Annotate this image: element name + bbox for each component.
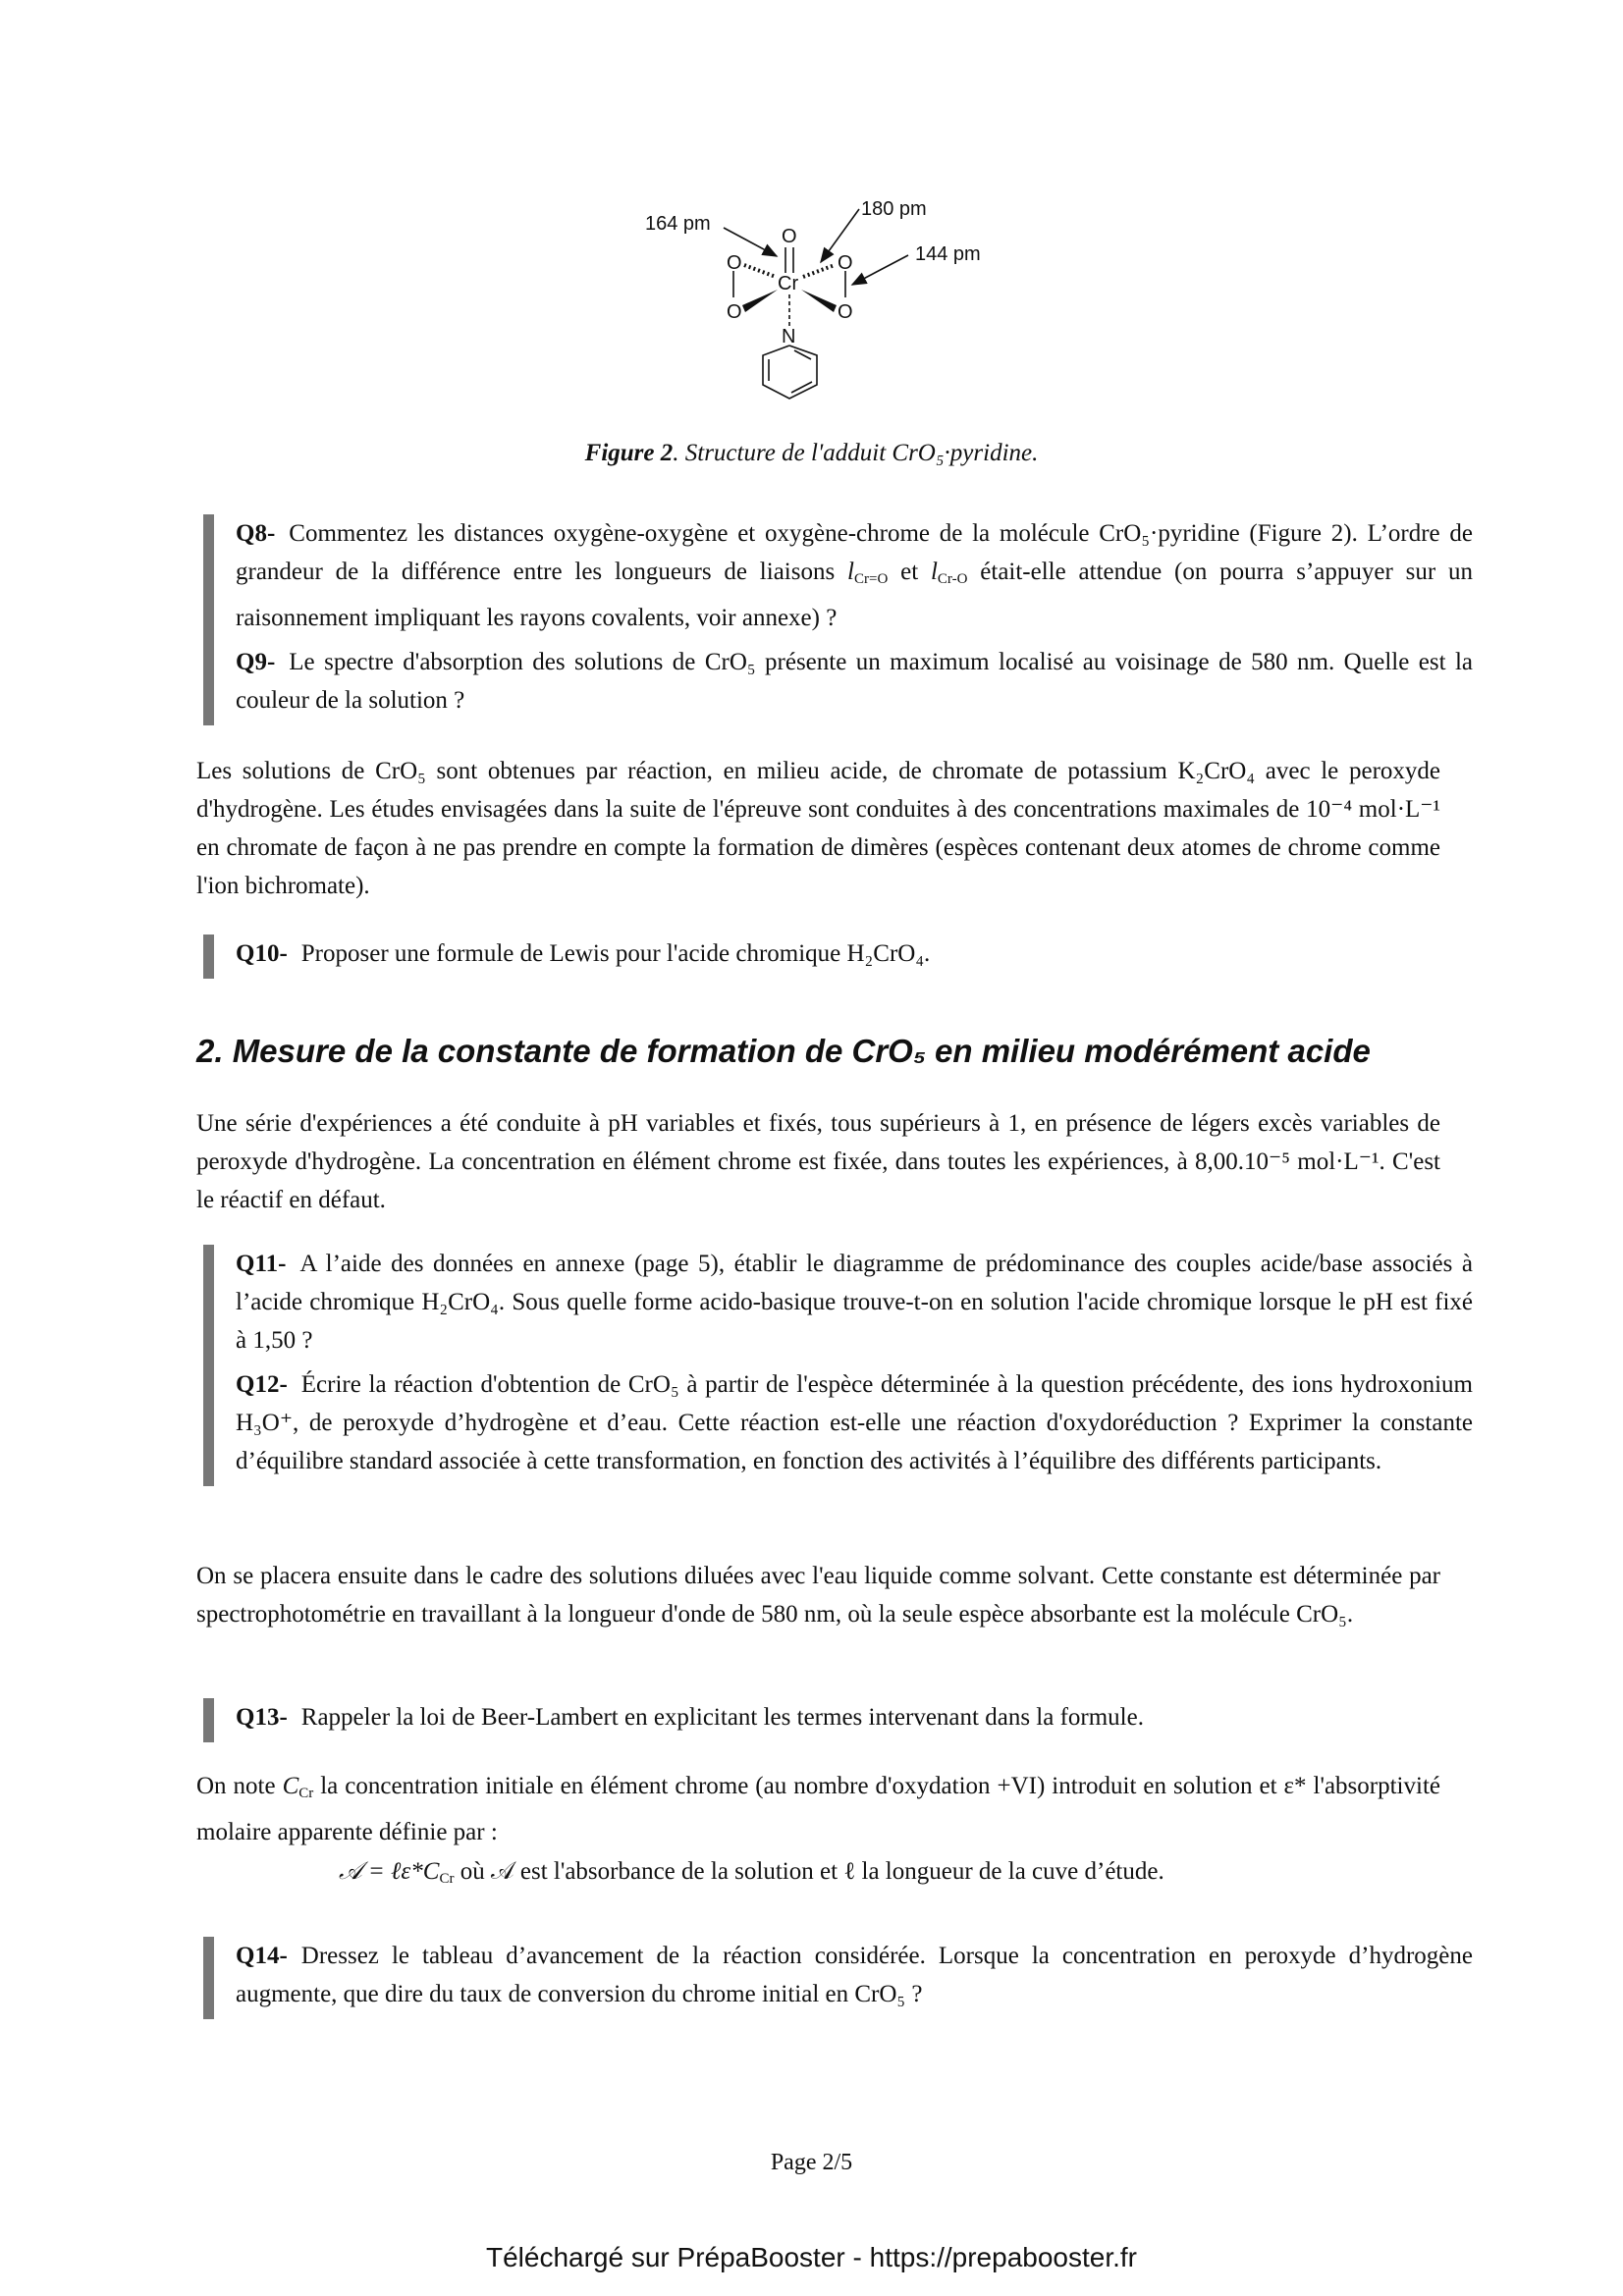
label-144pm: 144 pm <box>915 243 981 265</box>
atom-o: O <box>727 252 742 274</box>
paragraph: On se placera ensuite dans le cadre des solutions diluées avec l'eau liquide comme solvant. Cette constante est déterminée par spectrophotométrie en travaillant à la longueur d'onde de 580 nm, où la seule espèce absorbante est la molécule CrO₅. <box>196 1563 1440 1628</box>
figure-caption: Figure 2. Structure de l'adduit CrO₅·pyridine. <box>584 440 1039 466</box>
question-box-q11-q12 <box>203 1245 1473 1486</box>
paragraph: Une série d'expériences a été conduite à pH variables et fixés, tous supérieurs à 1, en présence de légers excès variables de peroxyde d'hydrogène. La concentration en élément chrome est fixée, dans toutes les expériences, à 8,00.10⁻⁵ mol·L⁻¹. C'est le réactif en défaut. <box>196 1110 1440 1213</box>
question-q10: Q10- Proposer une formule de Lewis pour l'acide chromique H₂CrO₄. <box>236 940 931 967</box>
question-q9: Q9- Le spectre d'absorption des solutions de CrO₅ présente un maximum localisé au voisinage de 580 nm. Quelle est la couleur de la solution ? <box>236 649 1473 714</box>
atom-o: O <box>838 252 853 274</box>
question-q12: Q12- Écrire la réaction d'obtention de CrO₅ à partir de l'espèce déterminée à la question précédente, des ions hydroxonium H₃O⁺, de peroxyde d’hydrogène et d’eau. Cette réaction est-elle une réaction d'oxydoréduction ? Exprimer la constante d’équilibre standard associée à cette transformation, en fonction des activités à l’équilibre des différents participants. <box>236 1371 1473 1474</box>
atom-cr: Cr <box>778 273 799 294</box>
label-180pm: 180 pm <box>861 198 927 220</box>
question-q14: Q14- Dressez le tableau d’avancement de la réaction considérée. Lorsque la concentration en peroxyde d’hydrogène augmente, que dire du taux de conversion du chrome initial en CrO₅ ? <box>236 1943 1473 2007</box>
question-box-q10 <box>203 934 1473 979</box>
question-q11: Q11- A l’aide des données en annexe (page 5), établir le diagramme de prédominance des couples acide/base associés à l’acide chromique H₂CrO₄. Sous quelle forme acido-basique trouve-t-on en solution l'acide chromique lorsque le pH est fixé à 1,50 ? <box>236 1251 1473 1354</box>
label-164pm: 164 pm <box>645 213 711 235</box>
download-footer: Téléchargé sur PrépaBooster - https://prepabooster.fr <box>485 2242 1138 2272</box>
atom-o: O <box>838 301 853 323</box>
question-q8: Q8- Commentez les distances oxygène-oxygène et oxygène-chrome de la molécule CrO₅·pyridine (Figure 2). L’ordre de grandeur de la différence entre les longueurs de liaisons $l_{Cr=O}$ et $l_{Cr-O}$ était-elle attendue (on pourra s’appuyer sur un raisonnement impliquant les rayons covalents, voir annexe) ? <box>236 520 1474 631</box>
section-heading: 2. Mesure de la constante de formation de CrO₅ en milieu modérément acide <box>196 1033 1371 1069</box>
atom-o: O <box>727 301 742 323</box>
cro5-pyridine-structure <box>0 0 1623 432</box>
question-box-q8-q9 <box>203 514 1473 725</box>
question-box-q14 <box>203 1937 1473 2019</box>
question-q13: Q13- Rappeler la loi de Beer-Lambert en explicitant les termes intervenant dans la formule. <box>236 1704 1144 1731</box>
paragraph: On note $C_{Cr}$ la concentration initiale en élément chrome (au nombre d'oxydation +VI) introduit en solution et ε* l'absorptivité molaire apparente définie par : <box>196 1773 1440 1845</box>
question-box-q13 <box>203 1698 1473 1742</box>
page-number: Page 2/5 <box>770 2150 853 2175</box>
atom-o-top: O <box>782 226 797 247</box>
paragraph: Les solutions de CrO₅ sont obtenues par réaction, en milieu acide, de chromate de potassium K₂CrO₄ avec le peroxyde d'hydrogène. Les études envisagées dans la suite de l'épreuve sont conduites à des concentrations maximales de 10⁻⁴ mol·L⁻¹ en chromate de façon à ne pas prendre en compte la formation de dimères (espèces contenant deux atomes de chrome comme l'ion bichromate). <box>196 758 1440 899</box>
atom-n: N <box>782 326 796 347</box>
beer-lambert-formula: 𝒜 = $\ell\varepsilon*C_{Cr}$ où 𝒜 est l'absorbance de la solution et ℓ la longueur de la cuve d’étude. <box>339 1858 1164 1887</box>
